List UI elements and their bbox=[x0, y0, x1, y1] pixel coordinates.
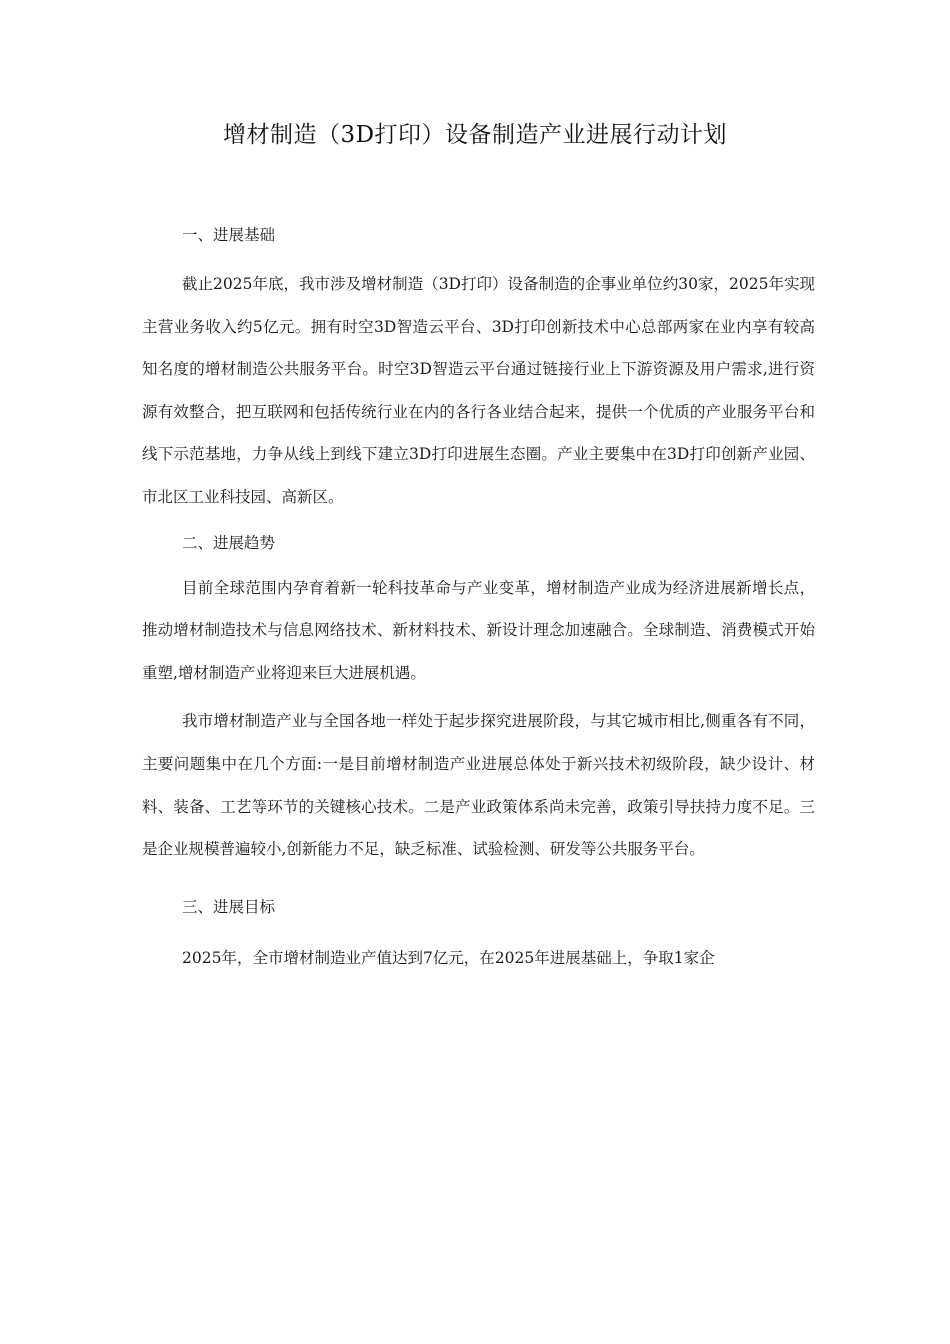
paragraph-trends-local: 我市增材制造产业与全国各地一样处于起步探究进展阶段，与其它城市相比,侧重各有不同，主要问题集中在几个方面:一是目前增材制造产业进展总体处于新兴技术初级阶段，缺少设计、材料、装备、工艺等环节的关键核心技术。二是产业政策体系尚未完善，政策引导扶持力度不足。三是企业规模普遍较小,创新能力不足，缺乏标准、试验检测、研发等公共服务平台。 bbox=[142, 712, 815, 859]
paragraph-trends-global: 目前全球范围内孕育着新一轮科技革命与产业变革，增材制造产业成为经济进展新增长点，推动增材制造技术与信息网络技术、新材料技术、新设计理念加速融合。全球制造、消费模式开始重塑,增材制造产业将迎来巨大进展机遇。 bbox=[142, 578, 815, 682]
paragraph-foundation: 截止2025年底，我市涉及增材制造（3D打印）设备制造的企事业单位约30家，2025年实现主营业务收入约5亿元。拥有时空3D智造云平台、3D打印创新技术中心总部两家在业内享有较高知名度的增材制造公共服务平台。时空3D智造云平台通过链接行业上下游资源及用户需求,进行资源有效整合，把互联网和包括传统行业在内的各行各业结合起来，提供一个优质的产业服务平台和线下示范基地，力争从线上到线下建立3D打印进展生态圈。产业主要集中在3D打印创新产业园、市北区工业科技园、高新区。 bbox=[142, 275, 815, 506]
document-body bbox=[142, 213, 815, 979]
section-heading-goals: 三、进展目标 bbox=[182, 897, 276, 916]
document-title: 增材制造（3D打印）设备制造产业进展行动计划 bbox=[222, 122, 728, 148]
section-heading-trends: 二、进展趋势 bbox=[182, 533, 276, 552]
section-heading-foundation: 一、进展基础 bbox=[182, 226, 276, 244]
paragraph-goals: 2025年，全市增材制造业产值达到7亿元，在2025年进展基础上，争取1家企 bbox=[182, 948, 715, 967]
